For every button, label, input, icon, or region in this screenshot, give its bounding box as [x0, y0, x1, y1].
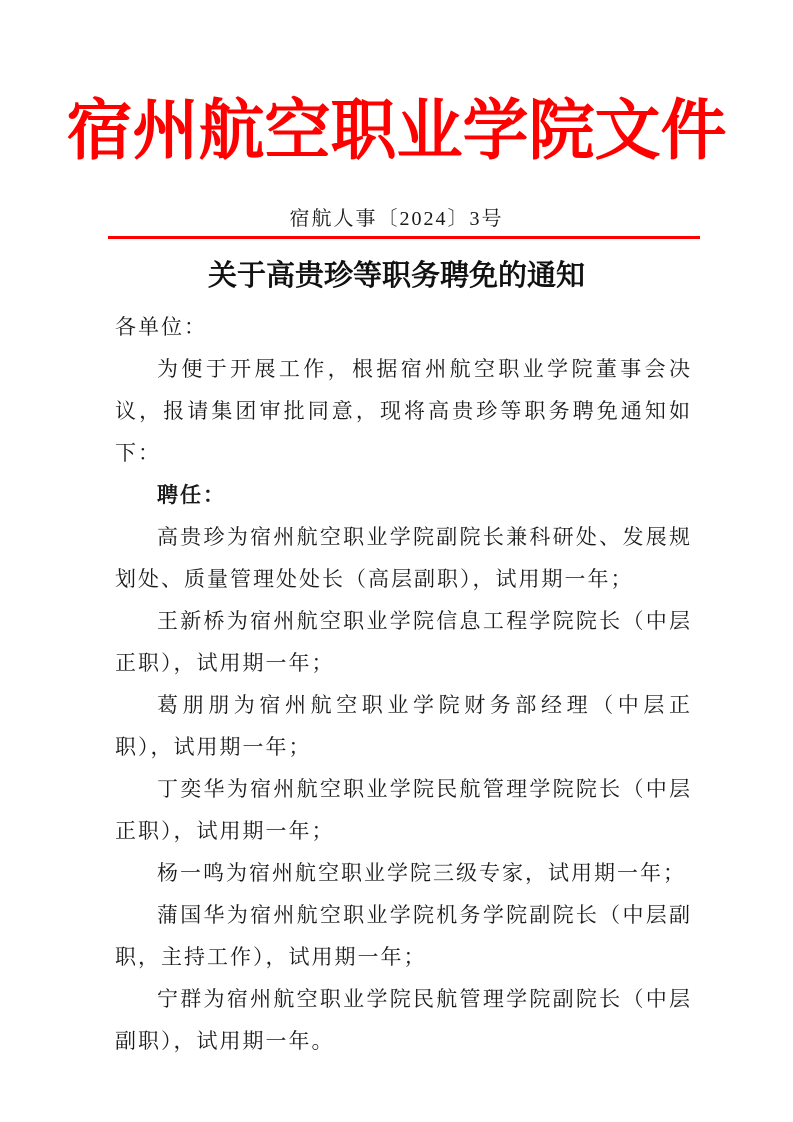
appointment-item-4: 丁奕华为宿州航空职业学院民航管理学院院长（中层正职），试用期一年； — [115, 777, 692, 843]
intro-paragraph: 为便于开展工作，根据宿州航空职业学院董事会决议，报请集团审批同意，现将高贵珍等职务聘免通知如下： — [115, 357, 692, 465]
section-label-appointments: 聘任： — [157, 483, 226, 507]
notice-body — [115, 306, 692, 1062]
appointment-item-7: 宁群为宿州航空职业学院民航管理学院副院长（中层副职），试用期一年。 — [115, 987, 692, 1053]
document-reference-number: 宿航人事〔2024〕3号 — [289, 208, 504, 230]
appointment-item-2: 王新桥为宿州航空职业学院信息工程学院院长（中层正职），试用期一年； — [115, 609, 692, 675]
appointment-item-3: 葛朋朋为宿州航空职业学院财务部经理（中层正职），试用期一年； — [115, 693, 692, 759]
letterhead-title: 宿州航空职业学院文件 — [66, 95, 727, 168]
salutation: 各单位： — [115, 315, 207, 339]
appointment-item-5: 杨一鸣为宿州航空职业学院三级专家，试用期一年； — [157, 861, 686, 885]
red-divider-line — [108, 236, 700, 239]
notice-title: 关于高贵珍等职务聘免的通知 — [207, 260, 585, 292]
appointment-item-1: 高贵珍为宿州航空职业学院副院长兼科研处、发展规划处、质量管理处处长（高层副职），试用期一年； — [115, 525, 692, 591]
appointment-item-6: 蒲国华为宿州航空职业学院机务学院副院长（中层副职，主持工作），试用期一年； — [115, 903, 692, 969]
